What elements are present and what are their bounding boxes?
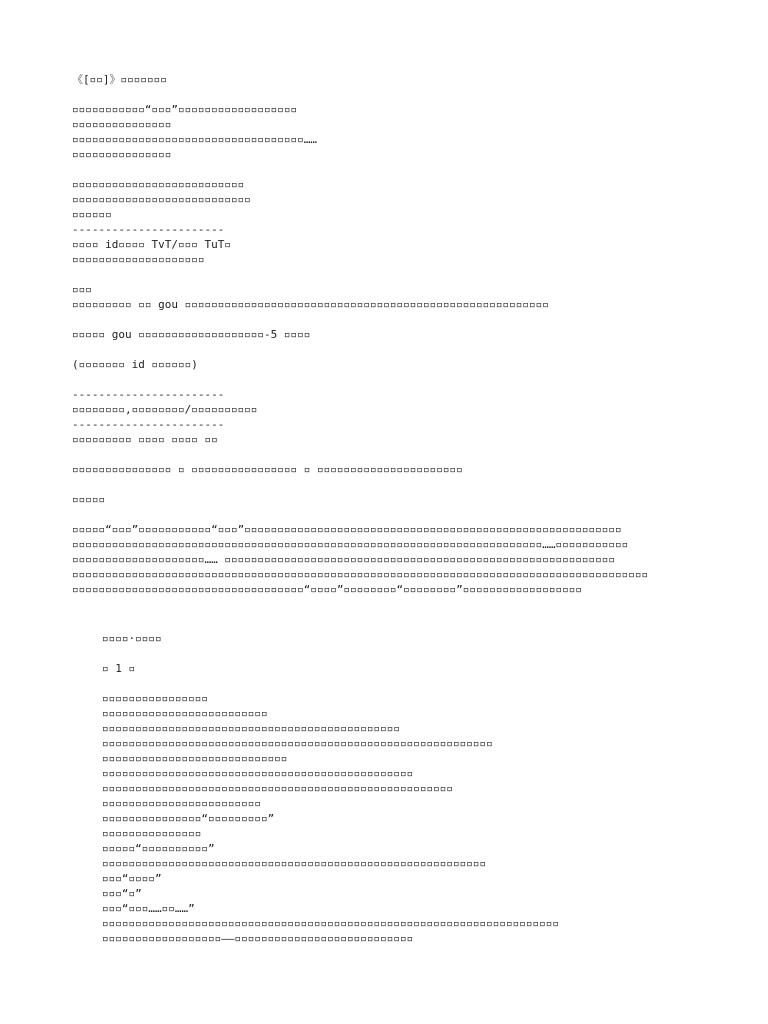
story-line: ▫▫▫“▫”	[102, 887, 142, 900]
spacer	[72, 342, 700, 357]
notice-line: ▫▫▫▫▫▫▫▫▫▫▫▫▫▫▫▫▫▫▫▫▫▫▫▫▫▫	[72, 178, 245, 191]
story-line: ▫▫▫▫▫▫▫▫▫▫▫▫▫▫▫▫▫▫▫▫▫▫▫▫▫▫▫▫▫▫▫▫▫▫▫▫▫▫▫▫▫▫▫▫▫	[102, 722, 401, 735]
gou-label: ▫▫▫	[72, 283, 92, 296]
spacer	[72, 312, 700, 327]
story-line: ▫▫▫▫▫▫▫▫▫▫▫▫▫▫▫▫▫▫▫▫▫▫▫▫▫▫▫▫▫▫▫▫▫▫▫▫▫▫▫▫▫▫▫▫▫▫▫▫▫▫▫▫▫▫▫▫▫▫▫	[102, 737, 493, 750]
story-line: ▫▫▫▫▫▫▫▫▫▫▫▫▫▫▫▫▫▫——▫▫▫▫▫▫▫▫▫▫▫▫▫▫▫▫▫▫▫▫▫▫▫▫▫▫▫	[102, 932, 414, 945]
chapter-heading: ▫ 1 ▫	[102, 662, 136, 675]
spacer	[72, 477, 700, 492]
story-line: ▫▫▫▫▫▫▫▫▫▫▫▫▫▫▫▫	[102, 692, 208, 705]
story-line: ▫▫▫▫▫▫▫▫▫▫▫▫▫▫▫▫▫▫▫▫▫▫▫▫▫	[102, 707, 268, 720]
summary-line: ▫▫▫▫▫▫▫▫▫▫▫▫▫▫▫ ▫ ▫▫▫▫▫▫▫▫▫▫▫▫▫▫▫▫ ▫ ▫▫▫▫▫▫▫▫▫▫▫▫▫▫▫▫▫▫▫▫▫▫	[72, 463, 463, 476]
gou-line-2: ▫▫▫▫▫ gou ▫▫▫▫▫▫▫▫▫▫▫▫▫▫▫▫▫▫▫-5 ▫▫▫▫	[72, 328, 311, 341]
story-line: ▫▫▫▫▫▫▫▫▫▫▫▫▫▫▫▫▫▫▫▫▫▫▫▫▫▫▫▫▫▫▫▫▫▫▫▫▫▫▫▫▫▫▫▫▫▫▫▫▫▫▫▫▫	[102, 782, 453, 795]
story-line: ▫▫▫▫▫▫▫▫▫▫▫▫▫▫▫“▫▫▫▫▫▫▫▫▫”	[102, 812, 275, 825]
story-line: ▫▫▫▫▫▫▫▫▫▫▫▫▫▫▫▫▫▫▫▫▫▫▫▫▫▫▫▫▫▫▫▫▫▫▫▫▫▫▫▫▫▫▫▫▫▫▫▫▫▫▫▫▫▫▫▫▫▫▫▫▫▫▫▫▫▫▫▫▫	[102, 917, 559, 930]
spacer	[102, 676, 700, 691]
story-line: ▫▫▫“▫▫▫……▫▫……”	[102, 902, 195, 915]
story-line: ▫▫▫▫▫▫▫▫▫▫▫▫▫▫▫▫▫▫▫▫▫▫▫▫▫▫▫▫	[102, 752, 288, 765]
keywords-line: ▫▫▫▫▫▫▫▫▫ ▫▫▫▫ ▫▫▫▫ ▫▫	[72, 433, 218, 446]
spacer	[72, 447, 700, 462]
divider: -----------------------	[72, 223, 225, 236]
author-line: ▫▫▫▫ id▫▫▫▫ TvT/▫▫▫ TuT▫	[72, 238, 231, 251]
id-note: (▫▫▫▫▫▫▫ id ▫▫▫▫▫▫)	[72, 358, 198, 371]
story-line: ▫▫▫▫▫▫▫▫▫▫▫▫▫▫▫	[102, 827, 202, 840]
spacer	[72, 87, 700, 102]
spacer	[72, 162, 700, 177]
paragraph-line: ▫▫▫▫▫▫▫▫▫▫▫▫▫▫▫▫▫▫▫▫▫▫▫▫▫▫▫▫▫▫▫▫▫▫▫▫▫▫▫▫▫▫▫▫▫▫▫▫▫▫▫▫▫▫▫▫▫▫▫▫▫▫▫▫▫▫▫▫▫▫▫……▫▫▫▫▫▫▫▫▫▫▫	[72, 538, 629, 551]
story-line: ▫▫▫“▫▫▫▫”	[102, 872, 162, 885]
paragraph-line: ▫▫▫▫▫“▫▫▫”▫▫▫▫▫▫▫▫▫▫▫“▫▫▫”▫▫▫▫▫▫▫▫▫▫▫▫▫▫▫▫▫▫▫▫▫▫▫▫▫▫▫▫▫▫▫▫▫▫▫▫▫▫▫▫▫▫▫▫▫▫▫▫▫▫▫▫▫▫▫▫▫	[72, 523, 622, 536]
story-title: ▫▫▫▫·▫▫▫▫	[102, 632, 162, 645]
author-subline: ▫▫▫▫▫▫▫▫▫▫▫▫▫▫▫▫▫▫▫▫	[72, 253, 205, 266]
divider: -----------------------	[72, 418, 225, 431]
divider: -----------------------	[72, 388, 225, 401]
story-line: ▫▫▫▫▫▫▫▫▫▫▫▫▫▫▫▫▫▫▫▫▫▫▫▫▫▫▫▫▫▫▫▫▫▫▫▫▫▫▫▫▫▫▫▫▫▫▫	[102, 767, 414, 780]
paragraph-line: ▫▫▫▫▫▫▫▫▫▫▫▫▫▫▫▫▫▫▫▫…… ▫▫▫▫▫▫▫▫▫▫▫▫▫▫▫▫▫▫▫▫▫▫▫▫▫▫▫▫▫▫▫▫▫▫▫▫▫▫▫▫▫▫▫▫▫▫▫▫▫▫▫▫▫▫▫▫▫▫▫	[72, 553, 616, 566]
intro-line: ▫▫▫▫▫▫▫▫▫▫▫▫▫▫▫	[72, 148, 172, 161]
story-line: ▫▫▫▫▫▫▫▫▫▫▫▫▫▫▫▫▫▫▫▫▫▫▫▫	[102, 797, 261, 810]
spacer	[72, 507, 700, 522]
intro-line: ▫▫▫▫▫▫▫▫▫▫▫▫▫▫▫▫▫▫▫▫▫▫▫▫▫▫▫▫▫▫▫▫▫▫▫……	[72, 133, 318, 146]
document-page	[72, 72, 700, 597]
section-label: ▫▫▫▫▫	[72, 493, 106, 506]
intro-line: ▫▫▫▫▫▫▫▫▫▫▫▫▫▫▫	[72, 118, 172, 131]
paragraph-line: ▫▫▫▫▫▫▫▫▫▫▫▫▫▫▫▫▫▫▫▫▫▫▫▫▫▫▫▫▫▫▫▫▫▫▫▫▫▫▫▫▫▫▫▫▫▫▫▫▫▫▫▫▫▫▫▫▫▫▫▫▫▫▫▫▫▫▫▫▫▫▫▫▫▫▫▫▫▫▫▫▫▫▫▫▫▫▫	[72, 568, 649, 581]
book-title: 《[▫▫]》▫▫▫▫▫▫▫	[72, 73, 167, 86]
notice-line: ▫▫▫▫▫▫	[72, 208, 112, 221]
tags-line: ▫▫▫▫▫▫▫▫,▫▫▫▫▫▫▫▫/▫▫▫▫▫▫▫▫▫▫	[72, 403, 258, 416]
story-line: ▫▫▫▫▫▫▫▫▫▫▫▫▫▫▫▫▫▫▫▫▫▫▫▫▫▫▫▫▫▫▫▫▫▫▫▫▫▫▫▫▫▫▫▫▫▫▫▫▫▫▫▫▫▫▫▫▫▫	[102, 857, 487, 870]
spacer	[102, 646, 700, 661]
story-line: ▫▫▫▫▫“▫▫▫▫▫▫▫▫▫▫”	[102, 842, 215, 855]
paragraph-line: ▫▫▫▫▫▫▫▫▫▫▫▫▫▫▫▫▫▫▫▫▫▫▫▫▫▫▫▫▫▫▫▫▫▫▫“▫▫▫▫”▫▫▫▫▫▫▫▫“▫▫▫▫▫▫▫▫”▫▫▫▫▫▫▫▫▫▫▫▫▫▫▫▫▫▫	[72, 583, 582, 596]
story-section	[102, 631, 700, 946]
intro-line: ▫▫▫▫▫▫▫▫▫▫▫“▫▫▫”▫▫▫▫▫▫▫▫▫▫▫▫▫▫▫▫▫▫	[72, 103, 298, 116]
notice-line: ▫▫▫▫▫▫▫▫▫▫▫▫▫▫▫▫▫▫▫▫▫▫▫▫▫▫▫	[72, 193, 251, 206]
spacer	[72, 372, 700, 387]
spacer	[72, 267, 700, 282]
gou-line: ▫▫▫▫▫▫▫▫▫ ▫▫ gou ▫▫▫▫▫▫▫▫▫▫▫▫▫▫▫▫▫▫▫▫▫▫▫▫▫▫▫▫▫▫▫▫▫▫▫▫▫▫▫▫▫▫▫▫▫▫▫▫▫▫▫▫▫▫▫	[72, 298, 549, 311]
